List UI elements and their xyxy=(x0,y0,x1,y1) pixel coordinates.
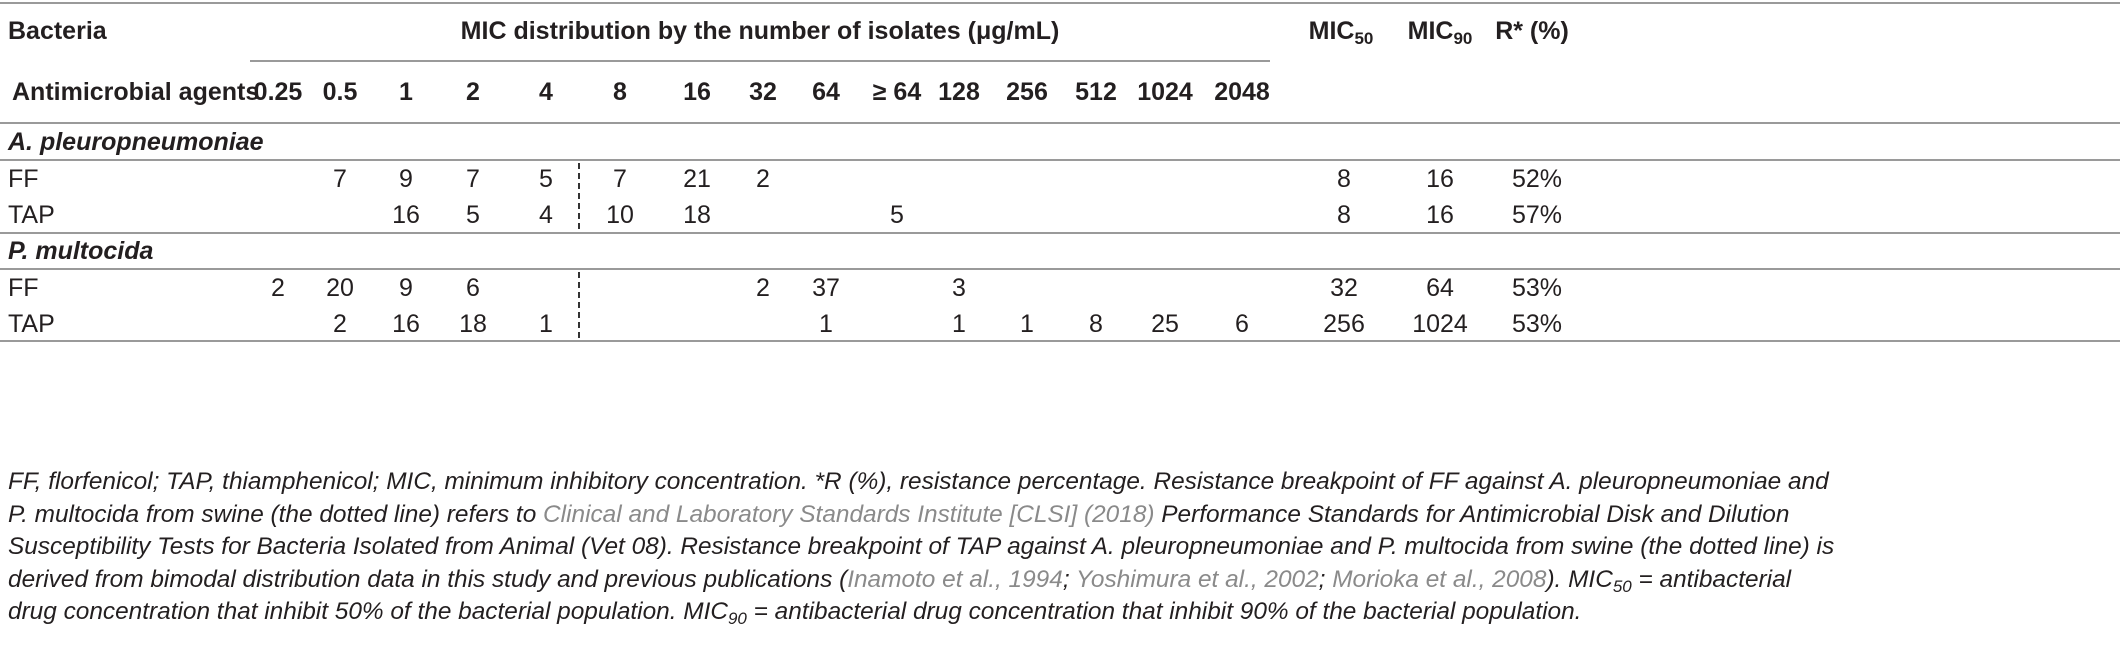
resistance-value: 53% xyxy=(1511,310,1562,338)
isolate-count: 4 xyxy=(539,201,553,229)
isolate-count: 37 xyxy=(812,274,840,302)
isolate-count: 16 xyxy=(392,201,420,229)
concentration-header: 4 xyxy=(539,78,553,106)
mic50-value: 32 xyxy=(1330,274,1358,302)
group-rule-3 xyxy=(0,268,2120,270)
group-name: A. pleuropneumoniae xyxy=(8,128,264,156)
header-sub-rule xyxy=(250,60,1270,62)
isolate-count: 2 xyxy=(756,165,770,193)
mic90-value: 64 xyxy=(1426,274,1454,302)
isolate-count: 20 xyxy=(326,274,354,302)
citation-inamoto[interactable]: Inamoto et al., 1994 xyxy=(847,565,1063,593)
isolate-count: 18 xyxy=(683,201,711,229)
resistance-value: 57% xyxy=(1511,201,1562,229)
footnote-line-2: P. multocida from swine (the dotted line) refers to Clinical and Laboratory Standards Institute [CLSI] (2018) Performance Standards for Antimicrobial Disk and Dilution xyxy=(8,500,1790,528)
concentration-header: 64 xyxy=(812,78,840,106)
mic90-value: 1024 xyxy=(1412,310,1468,338)
isolate-count: 8 xyxy=(1089,310,1103,338)
group-rule-2 xyxy=(0,232,2120,234)
isolate-count: 21 xyxy=(683,165,711,193)
concentration-header: 2048 xyxy=(1214,78,1270,106)
table-footnote xyxy=(8,466,2112,629)
isolate-count: 5 xyxy=(890,201,904,229)
table-top-rule xyxy=(0,2,2120,4)
mic50-value: 256 xyxy=(1323,310,1365,338)
citation-morioka[interactable]: Morioka et al., 2008 xyxy=(1332,565,1547,593)
isolate-count: 25 xyxy=(1151,310,1179,338)
isolate-count: 10 xyxy=(606,201,634,229)
isolate-count: 9 xyxy=(399,274,413,302)
header-mic90: $MIC_{90}$ xyxy=(1407,17,1473,48)
isolate-count: 6 xyxy=(1235,310,1249,338)
isolate-count: 9 xyxy=(399,165,413,193)
mic50-value: 8 xyxy=(1337,201,1351,229)
concentration-header: 512 xyxy=(1075,78,1117,106)
resistance-value: 53% xyxy=(1511,274,1562,302)
agent-label: TAP xyxy=(8,201,55,229)
footnote-line-1: FF, florfenicol; TAP, thiamphenicol; MIC, minimum inhibitory concentration. *R (%), resistance percentage. Resistance breakpoint of FF against A. pleuropneumoniae and xyxy=(8,468,1829,495)
concentration-header: 1 xyxy=(399,78,413,106)
header-mic-distribution: MIC distribution by the number of isolates (μg/mL) xyxy=(460,17,1060,45)
footnote-line-4: derived from bimodal distribution data in this study and previous publications (Inamoto et al., 1994; Yoshimura et al., 2002; Morioka et al., 2008). $MIC_{50}$ = antibacterial xyxy=(8,565,1792,596)
concentration-header: 256 xyxy=(1006,78,1048,106)
concentration-header: 128 xyxy=(938,78,980,106)
resistance-value: 52% xyxy=(1511,165,1562,193)
isolate-count: 1 xyxy=(819,310,833,338)
isolate-count: 6 xyxy=(466,274,480,302)
concentration-header: 32 xyxy=(749,78,777,106)
isolate-count: 1 xyxy=(1020,310,1034,338)
isolate-count: 1 xyxy=(539,310,553,338)
isolate-count: 2 xyxy=(333,310,347,338)
mic90-value: 16 xyxy=(1426,201,1454,229)
concentration-header: 0.25 xyxy=(253,78,303,106)
header-resistance: R* (%) xyxy=(1495,17,1569,45)
agent-label: FF xyxy=(8,165,39,193)
citation-clsi[interactable]: Clinical and Laboratory Standards Institute [CLSI] (2018) xyxy=(543,500,1155,528)
header-bottom-rule xyxy=(0,122,2120,124)
header-mic50: $MIC_{50}$ xyxy=(1308,17,1374,48)
mic90-value: 16 xyxy=(1426,165,1454,193)
isolate-count: 18 xyxy=(459,310,487,338)
concentration-header: 2 xyxy=(466,78,480,106)
agent-label: FF xyxy=(8,274,39,302)
citation-yoshimura[interactable]: Yoshimura et al., 2002 xyxy=(1075,565,1319,593)
isolate-count: 7 xyxy=(613,165,627,193)
concentration-header: 16 xyxy=(683,78,711,106)
concentration-header: ≥ 64 xyxy=(872,78,922,106)
concentration-header: 0.5 xyxy=(322,78,358,106)
isolate-count: 1 xyxy=(952,310,966,338)
footnote-line-3: Susceptibility Tests for Bacteria Isolated from Animal (Vet 08). Resistance breakpoint of TAP against A. pleuropneumoniae and P. multocida from swine (the dotted line) is xyxy=(8,533,1835,561)
header-bacteria: Bacteria xyxy=(8,17,107,45)
concentration-header: 1024 xyxy=(1137,78,1193,106)
isolate-count: 2 xyxy=(756,274,770,302)
group-rule-1 xyxy=(0,159,2120,161)
isolate-count: 16 xyxy=(392,310,420,338)
group-name: P. multocida xyxy=(8,237,154,265)
isolate-count: 3 xyxy=(952,274,966,302)
breakpoint-dotted-line-a xyxy=(578,163,580,229)
breakpoint-dotted-line-p xyxy=(578,272,580,338)
footnote-line-5: drug concentration that inhibit 50% of the bacterial population. $MIC_{90}$ = antibacterial drug concentration that inhibit 90% of the bacterial population. xyxy=(8,598,1582,629)
concentration-header: 8 xyxy=(613,78,627,106)
mic50-value: 8 xyxy=(1337,165,1351,193)
isolate-count: 7 xyxy=(466,165,480,193)
isolate-count: 2 xyxy=(271,274,285,302)
table-bottom-rule xyxy=(0,340,2120,342)
agent-label: TAP xyxy=(8,310,55,338)
isolate-count: 5 xyxy=(539,165,553,193)
isolate-count: 5 xyxy=(466,201,480,229)
isolate-count: 7 xyxy=(333,165,347,193)
header-agents: Antimicrobial agents xyxy=(12,78,260,106)
